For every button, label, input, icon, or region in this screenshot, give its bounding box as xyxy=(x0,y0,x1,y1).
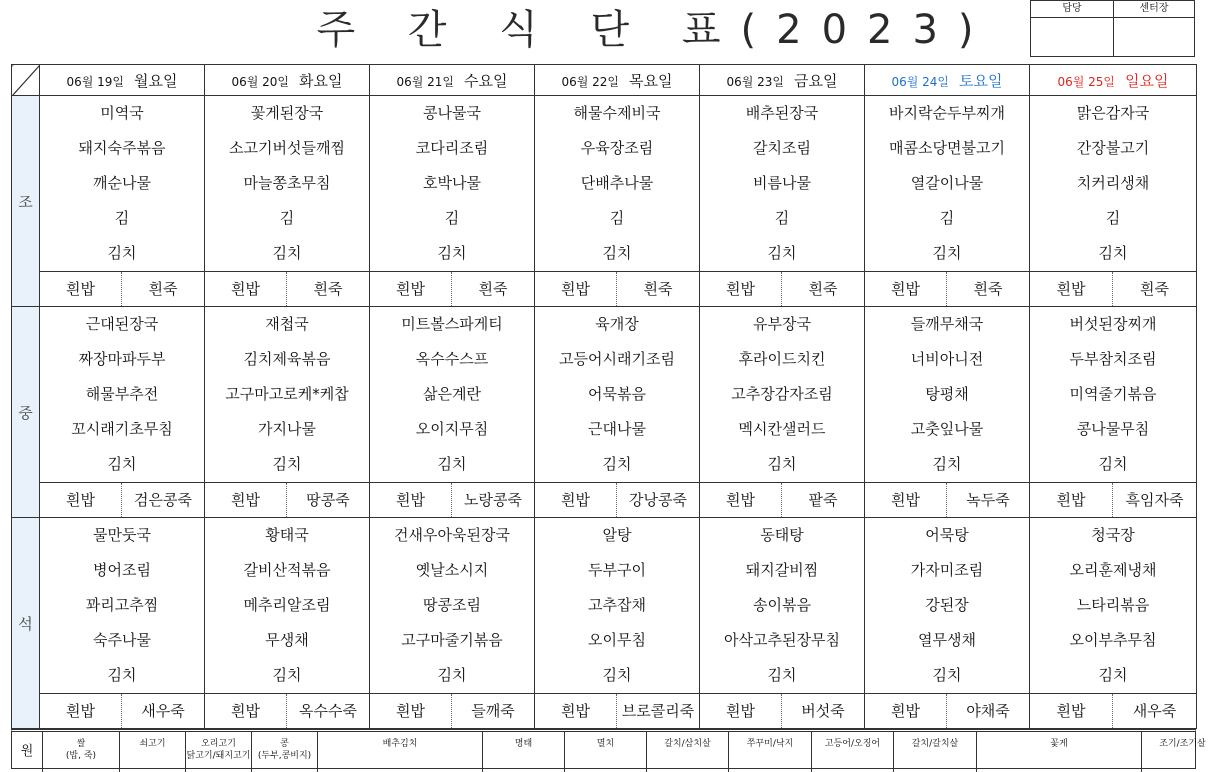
dish-item: 삶은계란 xyxy=(423,385,481,403)
staple-cell xyxy=(700,272,865,307)
dish-item: 오이지무침 xyxy=(415,420,489,438)
staple-rice: 흰밥 xyxy=(535,483,617,517)
dish-item: 물만둣국 xyxy=(93,526,151,544)
dish-item: 알탕 xyxy=(602,526,632,544)
origin-line: 배추김치 xyxy=(382,739,418,749)
dish-item: 김치 xyxy=(1098,244,1128,262)
dish-item: 동태탕 xyxy=(760,526,804,544)
dish-item: 열갈이나물 xyxy=(910,174,984,192)
staple-cell xyxy=(535,483,700,518)
day-date: 06월 23일 xyxy=(726,74,785,89)
origin-line: 오리고기 xyxy=(201,739,236,749)
dish-item: 마늘쫑초무침 xyxy=(243,174,331,192)
dish-item: 꼬시래기초무침 xyxy=(71,420,173,438)
origin-item xyxy=(893,732,976,772)
staple-cell xyxy=(40,272,205,307)
dish-item: 고구마고로케*케찹 xyxy=(225,385,349,403)
day-header xyxy=(40,65,205,96)
dish-item: 김 xyxy=(774,209,790,227)
day-weekday: 화요일 xyxy=(299,71,343,90)
dish-cell xyxy=(700,518,865,694)
dish-item: 깨순나물 xyxy=(93,174,151,192)
meal-label: 중 xyxy=(12,307,40,518)
dish-item: 배추된장국 xyxy=(745,104,819,122)
dish-item: 김치 xyxy=(767,666,797,684)
dish-item: 근대나물 xyxy=(588,420,646,438)
dish-cell xyxy=(865,518,1030,694)
dish-item: 간장불고기 xyxy=(1076,139,1150,157)
dish-item: 고구마줄기볶음 xyxy=(401,631,503,649)
dish-item: 치커리생채 xyxy=(1076,174,1150,192)
staple-cell xyxy=(40,694,205,729)
staple-porridge: 팥죽 xyxy=(808,491,838,509)
dish-item: 김 xyxy=(1105,209,1121,227)
dish-item: 어묵볶음 xyxy=(588,385,646,403)
staple-cell xyxy=(865,483,1030,518)
staple-rice: 흰밥 xyxy=(1030,272,1113,306)
staple-cell xyxy=(535,272,700,307)
meal-label: 석 xyxy=(12,518,40,729)
origin-item xyxy=(42,732,119,772)
dish-item: 미역줄기볶음 xyxy=(1069,385,1157,403)
staple-rice: 흰밥 xyxy=(1030,483,1113,517)
origin-item xyxy=(251,732,317,772)
staple-rice: 흰밥 xyxy=(40,483,122,517)
dish-item: 재첩국 xyxy=(265,315,309,333)
dish-item: 김치 xyxy=(272,455,302,473)
dish-item: 청국장 xyxy=(1091,526,1135,544)
staple-cell xyxy=(700,483,865,518)
dish-item: 갈비산적볶음 xyxy=(243,561,331,579)
dish-cell xyxy=(700,307,865,483)
day-weekday: 금요일 xyxy=(794,71,838,90)
dish-item: 김치 xyxy=(437,244,467,262)
staple-porridge: 검은콩죽 xyxy=(134,491,192,509)
day-date: 06월 24일 xyxy=(891,74,950,89)
dish-cell xyxy=(1030,307,1197,483)
dish-item: 멕시칸샐러드 xyxy=(738,420,826,438)
day-weekday: 목요일 xyxy=(629,71,673,90)
dish-item: 느타리볶음 xyxy=(1076,596,1150,614)
staple-porridge: 강낭콩죽 xyxy=(629,491,687,509)
dish-item: 김치 xyxy=(272,244,302,262)
dish-item: 두부참치조림 xyxy=(1069,350,1157,368)
dish-item: 김치 xyxy=(932,244,962,262)
origin-line: 쌀 xyxy=(76,739,86,749)
day-weekday: 월요일 xyxy=(134,71,178,90)
approval-label-director: 센터장 xyxy=(1114,1,1194,18)
staple-cell xyxy=(865,272,1030,307)
staple-rice: 흰밥 xyxy=(700,483,782,517)
meal-label: 조 xyxy=(12,96,40,307)
staple-porridge: 들깨죽 xyxy=(471,702,515,720)
dish-item: 맑은감자국 xyxy=(1076,104,1150,122)
origin-label: 원 xyxy=(20,744,34,759)
dish-item: 옥수수스프 xyxy=(415,350,489,368)
dish-item: 김치 xyxy=(767,455,797,473)
approval-label-manager: 담당 xyxy=(1031,1,1114,18)
dish-cell xyxy=(205,518,370,694)
dish-cell xyxy=(40,518,205,694)
dish-item: 근대된장국 xyxy=(85,315,159,333)
dish-item: 고등어시래기조림 xyxy=(559,350,675,368)
staple-cell xyxy=(205,272,370,307)
dish-item: 김 xyxy=(279,209,295,227)
dish-item: 김 xyxy=(444,209,460,227)
staple-porridge: 땅콩죽 xyxy=(306,491,350,509)
dish-item: 열무생채 xyxy=(918,631,976,649)
staple-rice: 흰밥 xyxy=(865,694,947,728)
staple-row xyxy=(12,272,1197,307)
staple-rice: 흰밥 xyxy=(370,483,452,517)
day-header xyxy=(205,65,370,96)
dish-item: 김치 xyxy=(107,666,137,684)
staple-rice: 흰밥 xyxy=(865,483,947,517)
dish-item: 오이무침 xyxy=(588,631,646,649)
day-date: 06월 20일 xyxy=(231,74,290,89)
day-weekday: 일요일 xyxy=(1125,71,1169,90)
dish-item: 두부구이 xyxy=(588,561,646,579)
origin-line: 고등어/오징어 xyxy=(824,739,881,749)
day-date: 06월 22일 xyxy=(561,74,620,89)
origin-item xyxy=(185,732,251,772)
dish-item: 단배추나물 xyxy=(580,174,654,192)
dish-item: 호박나물 xyxy=(423,174,481,192)
dish-item: 바지락순두부찌개 xyxy=(889,104,1005,122)
origin-line: 멸치 xyxy=(596,739,615,749)
origin-item xyxy=(811,732,893,772)
corner-diagonal xyxy=(12,65,40,96)
staple-cell xyxy=(535,694,700,729)
day-date: 06월 19일 xyxy=(66,74,125,89)
origin-line: 쭈꾸미/낙지 xyxy=(746,739,794,749)
staple-porridge: 새우죽 xyxy=(141,702,185,720)
dish-item: 김 xyxy=(609,209,625,227)
staple-cell xyxy=(205,694,370,729)
dish-cell xyxy=(370,307,535,483)
staple-porridge: 브로콜리죽 xyxy=(621,702,695,720)
dish-item: 병어조림 xyxy=(93,561,151,579)
staple-cell xyxy=(1030,694,1197,729)
dish-cell xyxy=(40,307,205,483)
staple-row xyxy=(12,694,1197,729)
origin-item xyxy=(317,732,482,772)
origin-item xyxy=(728,732,811,772)
approval-divider xyxy=(1113,17,1114,57)
dish-item: 송이볶음 xyxy=(753,596,811,614)
staple-porridge: 흰죽 xyxy=(478,280,508,298)
dish-item: 숙주나물 xyxy=(93,631,151,649)
staple-cell xyxy=(40,483,205,518)
dish-cell xyxy=(1030,518,1197,694)
dish-item: 김 xyxy=(939,209,955,227)
meal-row xyxy=(12,96,1197,272)
dish-item: 김치 xyxy=(1098,455,1128,473)
dish-item: 콩나물국 xyxy=(423,104,481,122)
dish-item: 고추장감자조림 xyxy=(731,385,833,403)
staple-rice: 흰밥 xyxy=(370,694,452,728)
staple-cell xyxy=(700,694,865,729)
dish-cell xyxy=(205,307,370,483)
staple-porridge: 흰죽 xyxy=(808,280,838,298)
staple-cell xyxy=(865,694,1030,729)
staple-porridge: 흰죽 xyxy=(1140,280,1169,298)
staple-rice: 흰밥 xyxy=(700,272,782,306)
day-header xyxy=(535,65,700,96)
dish-item: 김치 xyxy=(932,455,962,473)
dish-item: 황태국 xyxy=(265,526,309,544)
day-header xyxy=(370,65,535,96)
dish-item: 너비아니전 xyxy=(910,350,984,368)
day-date: 06월 25일 xyxy=(1057,74,1116,89)
dish-item: 매콤소당면불고기 xyxy=(889,139,1005,157)
dish-item: 우육장조림 xyxy=(580,139,654,157)
dish-cell xyxy=(40,96,205,272)
dish-item: 버섯된장찌개 xyxy=(1069,315,1157,333)
staple-rice: 흰밥 xyxy=(1030,694,1113,728)
dish-item: 탕평채 xyxy=(925,385,969,403)
dish-cell xyxy=(370,518,535,694)
page-title: 주 간 식 단 표(2023) xyxy=(316,7,994,53)
origin-item xyxy=(482,732,564,772)
staple-porridge: 녹두죽 xyxy=(966,491,1010,509)
dish-item: 코다리조림 xyxy=(415,139,489,157)
origin-line: 갈치/삼치살 xyxy=(664,739,711,749)
dish-cell xyxy=(370,96,535,272)
staple-porridge: 버섯죽 xyxy=(801,702,845,720)
origin-line: 쇠고기 xyxy=(139,739,166,749)
dish-item: 갈치조림 xyxy=(753,139,811,157)
day-header xyxy=(1030,65,1197,96)
dish-item: 김치 xyxy=(602,666,632,684)
dish-item: 김치 xyxy=(767,244,797,262)
staple-cell xyxy=(370,483,535,518)
dish-cell xyxy=(865,307,1030,483)
origin-line: 조기/조기살 xyxy=(1159,739,1206,749)
dish-item: 김치 xyxy=(602,244,632,262)
dish-item: 소고기버섯들깨찜 xyxy=(229,139,345,157)
meal-row xyxy=(12,307,1197,483)
dish-item: 돼지갈비찜 xyxy=(745,561,819,579)
staple-cell xyxy=(370,694,535,729)
origin-line: 갈치/갈치살 xyxy=(911,739,959,749)
dish-item: 아삭고추된장무침 xyxy=(724,631,840,649)
staple-porridge: 노랑콩죽 xyxy=(464,491,522,509)
dish-item: 미역국 xyxy=(100,104,144,122)
staple-porridge: 흰죽 xyxy=(643,280,673,298)
dish-cell xyxy=(205,96,370,272)
dish-item: 짜장마파두부 xyxy=(78,350,166,368)
dish-item: 김치 xyxy=(602,455,632,473)
origin-item xyxy=(976,732,1141,772)
dish-item: 유부장국 xyxy=(753,315,811,333)
dish-item: 어묵탕 xyxy=(925,526,969,544)
staple-cell xyxy=(370,272,535,307)
origin-row xyxy=(11,729,1206,769)
meal-row xyxy=(12,518,1197,694)
dish-item: 김치제육볶음 xyxy=(243,350,331,368)
staple-rice: 흰밥 xyxy=(535,694,617,728)
dish-item: 꽃게된장국 xyxy=(250,104,324,122)
dish-item: 김치 xyxy=(932,666,962,684)
day-header xyxy=(700,65,865,96)
dish-item: 강된장 xyxy=(925,596,969,614)
staple-rice: 흰밥 xyxy=(865,272,947,306)
staple-cell xyxy=(205,483,370,518)
staple-rice: 흰밥 xyxy=(535,272,617,306)
dish-item: 고추잡채 xyxy=(588,596,646,614)
dish-cell xyxy=(700,96,865,272)
dish-cell xyxy=(535,307,700,483)
staple-porridge: 흑임자죽 xyxy=(1125,491,1184,509)
dish-item: 김치 xyxy=(437,666,467,684)
dish-item: 오이부추무침 xyxy=(1069,631,1157,649)
dish-cell xyxy=(1030,96,1197,272)
dish-item: 가지나물 xyxy=(258,420,316,438)
dish-item: 해물부추전 xyxy=(85,385,159,403)
staple-porridge: 옥수수죽 xyxy=(299,702,357,720)
dish-item: 가자미조림 xyxy=(910,561,984,579)
staple-rice: 흰밥 xyxy=(40,694,122,728)
origin-line: (두부,콩비지) xyxy=(257,751,312,761)
dish-item: 꽈리고추찜 xyxy=(85,596,159,614)
dish-item: 메추리알조림 xyxy=(243,596,331,614)
dish-item: 들깨무채국 xyxy=(910,315,984,333)
staple-cell xyxy=(1030,483,1197,518)
dish-item: 오리훈제냉채 xyxy=(1069,561,1157,579)
day-weekday: 수요일 xyxy=(464,71,508,90)
staple-porridge: 흰죽 xyxy=(973,280,1003,298)
dish-item: 고춧잎나물 xyxy=(910,420,984,438)
origin-item xyxy=(646,732,728,772)
dish-cell xyxy=(535,518,700,694)
origin-item xyxy=(1141,732,1223,772)
staple-rice: 흰밥 xyxy=(700,694,782,728)
dish-item: 해물수제비국 xyxy=(573,104,661,122)
dish-item: 미트볼스파게티 xyxy=(401,315,503,333)
header-row xyxy=(12,65,1197,96)
origin-line: (밥, 죽) xyxy=(65,751,97,761)
staple-porridge: 새우죽 xyxy=(1132,702,1177,720)
staple-rice: 흰밥 xyxy=(205,272,287,306)
dish-item: 땅콩조림 xyxy=(423,596,481,614)
dish-item: 육개장 xyxy=(595,315,639,333)
dish-cell xyxy=(535,96,700,272)
dish-item: 후라이드치킨 xyxy=(738,350,826,368)
staple-rice: 흰밥 xyxy=(40,272,122,306)
staple-rice: 흰밥 xyxy=(205,694,287,728)
dish-item: 김치 xyxy=(1098,666,1128,684)
dish-item: 옛날소시지 xyxy=(415,561,489,579)
dish-item: 김치 xyxy=(272,666,302,684)
dish-item: 무생채 xyxy=(265,631,309,649)
origin-item xyxy=(119,732,185,772)
staple-rice: 흰밥 xyxy=(205,483,287,517)
dish-item: 비름나물 xyxy=(753,174,811,192)
origin-line: 콩 xyxy=(280,739,289,749)
staple-cell xyxy=(1030,272,1197,307)
dish-item: 건새우아욱된장국 xyxy=(394,526,510,544)
dish-item: 김치 xyxy=(437,455,467,473)
origin-line: 닭고기/돼지고기 xyxy=(186,751,251,761)
origin-line: 명태 xyxy=(514,739,533,749)
dish-item: 김치 xyxy=(107,244,137,262)
dish-item: 김치 xyxy=(107,455,137,473)
staple-porridge: 흰죽 xyxy=(148,280,178,298)
day-header xyxy=(865,65,1030,96)
origin-line: 꽃게 xyxy=(1050,739,1068,749)
staple-row xyxy=(12,483,1197,518)
weekly-menu-table xyxy=(11,64,1197,729)
approval-box xyxy=(1030,0,1195,57)
dish-item: 콩나물무침 xyxy=(1076,420,1150,438)
day-date: 06월 21일 xyxy=(396,74,455,89)
staple-porridge: 야채죽 xyxy=(966,702,1010,720)
dish-item: 김 xyxy=(114,209,130,227)
dish-cell xyxy=(865,96,1030,272)
origin-item xyxy=(564,732,646,772)
staple-porridge: 흰죽 xyxy=(313,280,343,298)
day-weekday: 토요일 xyxy=(959,71,1003,90)
dish-item: 돼지숙주볶음 xyxy=(78,139,166,157)
staple-rice: 흰밥 xyxy=(370,272,452,306)
